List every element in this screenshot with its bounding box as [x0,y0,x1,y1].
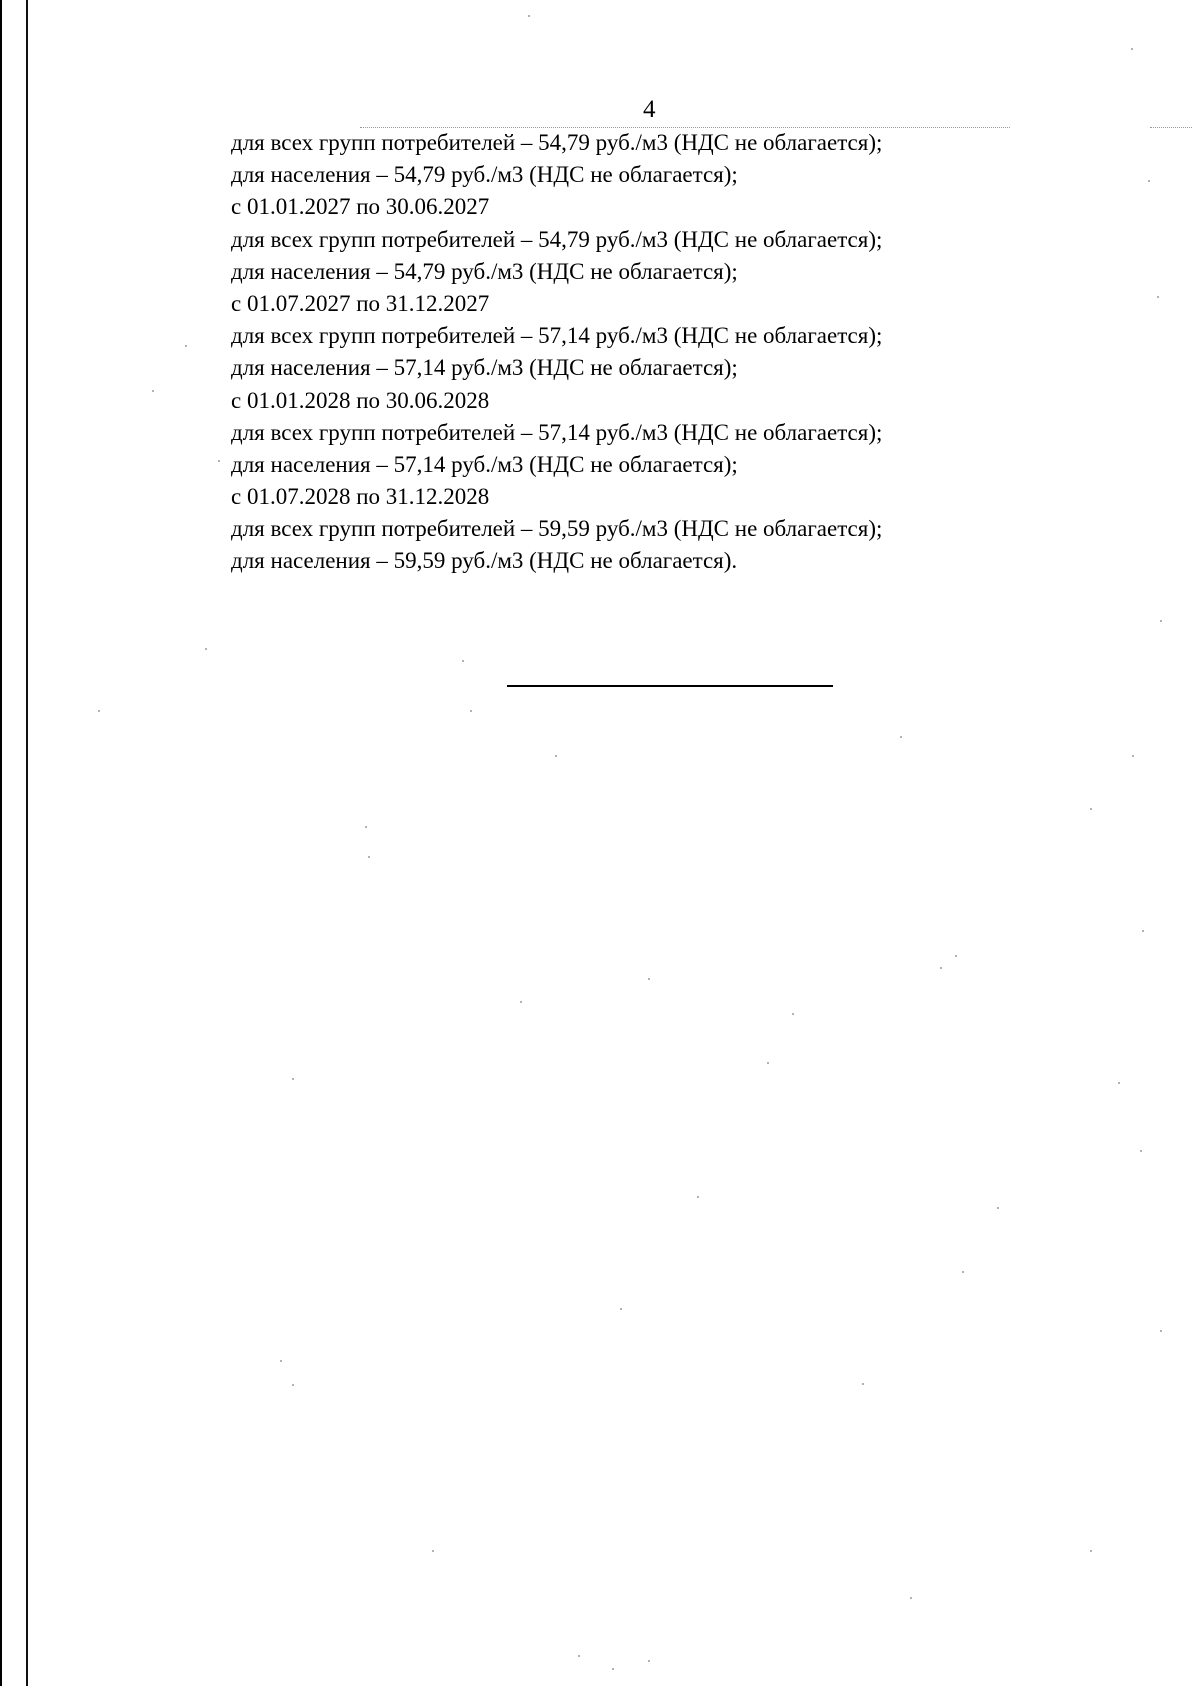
period-line: с 01.01.2028 по 30.06.2028 [231,387,490,413]
tariff-line: для населения – 57,14 руб./м3 (НДС не облагается); [231,355,738,381]
period-line: с 01.01.2027 по 30.06.2027 [231,194,490,220]
tariff-line: для населения – 59,59 руб./м3 (НДС не облагается). [231,548,738,574]
document-body [231,127,991,578]
scan-left-edge [0,0,2,1686]
end-of-text-rule [507,685,833,687]
tariff-line: для населения – 54,79 руб./м3 (НДС не облагается); [231,258,738,284]
tariff-line: для всех групп потребителей – 54,79 руб./м3 (НДС не облагается); [231,130,883,155]
page-number: 4 [643,96,656,123]
period-line: с 01.07.2028 по 31.12.2028 [231,484,490,510]
period-line: с 01.07.2027 по 31.12.2027 [231,290,490,316]
tariff-line: для населения – 54,79 руб./м3 (НДС не облагается); [231,162,738,188]
tariff-line: для всех групп потребителей – 57,14 руб./м3 (НДС не облагается); [231,323,883,349]
binding-margin-line [26,0,28,1686]
tariff-line: для населения – 57,14 руб./м3 (НДС не облагается); [231,451,738,477]
tariff-line: для всех групп потребителей – 57,14 руб./м3 (НДС не облагается); [231,419,883,445]
tariff-line: для всех групп потребителей – 54,79 руб./м3 (НДС не облагается); [231,226,883,252]
scan-artifact-dots [1150,127,1192,129]
tariff-line: для всех групп потребителей – 59,59 руб./м3 (НДС не облагается); [231,516,883,542]
